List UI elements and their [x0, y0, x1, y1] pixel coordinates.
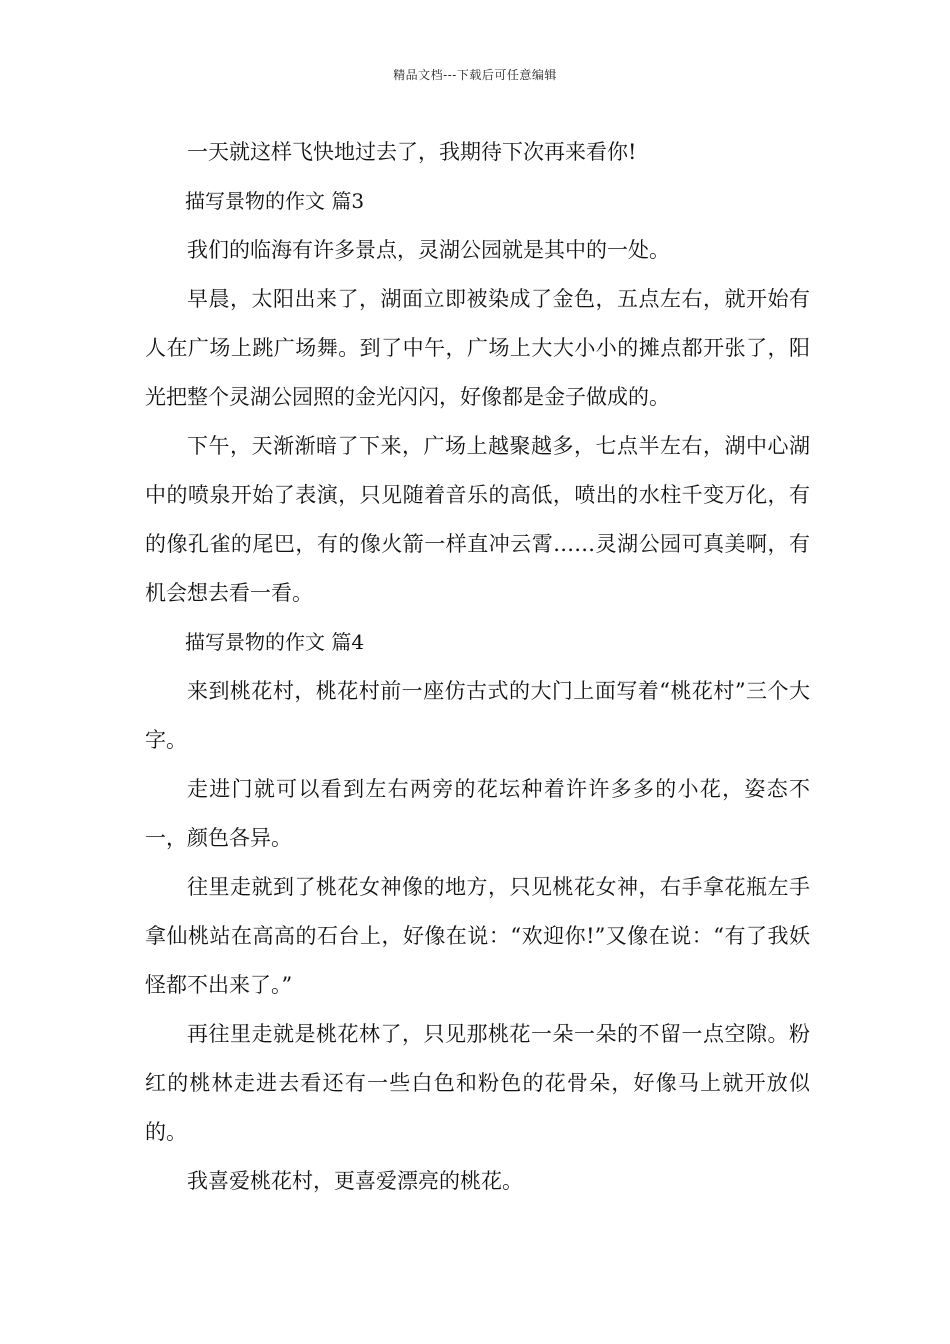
paragraph: 我们的临海有许多景点，灵湖公园就是其中的一处。: [187, 238, 670, 262]
paragraph: 下午，天渐渐暗了下来，广场上越聚越多，七点半左右，湖中心湖中的喷泉开始了表演，只见随着音乐的高低，喷出的水柱千变万化，有的像孔雀的尾巴，有的像火箭一样直冲云霄……灵湖公园可真美啊，有机会想去看一看。: [145, 434, 810, 605]
document-body: [145, 128, 810, 1206]
paragraph: 再往里走就是桃花林了，只见那桃花一朵一朵的不留一点空隙。粉红的桃林走进去看还有一些白色和粉色的花骨朵，好像马上就开放似的。: [145, 1022, 810, 1144]
paragraph: 来到桃花村，桃花村前一座仿古式的大门上面写着“桃花村”三个大字。: [145, 679, 810, 752]
paragraph: 早晨，太阳出来了，湖面立即被染成了金色，五点左右，就开始有人在广场上跳广场舞。到了中午，广场上大大小小的摊点都开张了，阳光把整个灵湖公园照的金光闪闪，好像都是金子做成的。: [145, 287, 810, 409]
paragraph: 往里走就到了桃花女神像的地方，只见桃花女神，右手拿花瓶左手拿仙桃站在高高的石台上，好像在说：“欢迎你!”又像在说：“有了我妖怪都不出来了。”: [145, 875, 810, 997]
page-header: 精品文档---下载后可任意编辑: [393, 68, 557, 82]
section-heading: 描写景物的作文 篇3: [185, 189, 365, 213]
paragraph: 我喜爱桃花村，更喜爱漂亮的桃花。: [187, 1169, 523, 1193]
paragraph: 一天就这样飞快地过去了，我期待下次再来看你!: [187, 140, 637, 164]
paragraph: 走进门就可以看到左右两旁的花坛种着许许多多的小花，姿态不一，颜色各异。: [145, 777, 810, 850]
section-heading: 描写景物的作文 篇4: [185, 630, 365, 654]
